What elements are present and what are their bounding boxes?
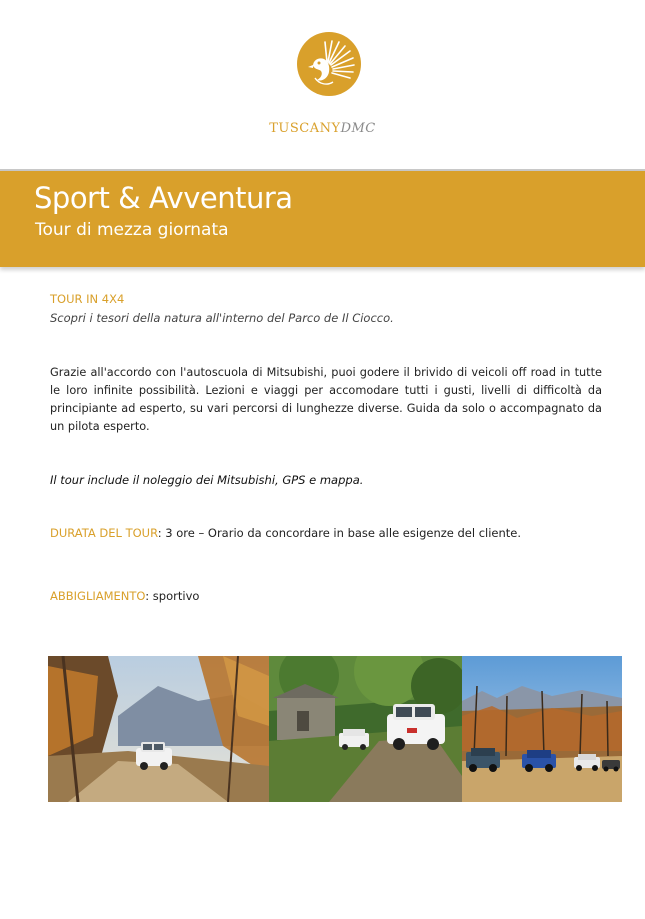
clothing-row [50,589,199,603]
photo-strip [48,656,622,802]
clothing-label: ABBIGLIAMENTO [50,589,146,603]
photo-mountain-convoy [462,656,622,802]
header [0,0,645,170]
tour-includes: Il tour include il noleggio dei Mitsubishi, GPS e mappa. [50,473,364,487]
duration-label: DURATA DEL TOUR [50,526,158,540]
duration-row [50,526,521,540]
tour-tagline: Scopri i tesori della natura all'interno del Parco de Il Ciocco. [50,311,394,325]
page-subtitle: Tour di mezza giornata [35,220,229,240]
brand-name-primary: TUSCANY [269,121,341,136]
bird-emblem-icon [297,32,361,96]
tuscany-dmc-logo [297,32,361,96]
photo-forest-track [269,656,462,802]
brand-name-secondary: DMC [340,121,376,136]
brand-wordmark [0,121,645,136]
tour-description: Grazie all'accordo con l'autoscuola di Mitsubishi, puoi godere il brivido di veicoli off road in tutte le loro infinite possibilità. Lezioni e viaggi per accomodare tutti i gusti, livelli di difficoltà da principiante ad esperto, su vari percorsi di lunghezze diverse. Guida da solo o accompagnato da un pilota esperto. [50,366,602,433]
title-banner [0,171,645,267]
clothing-value: : sportivo [145,589,200,603]
tour-label: TOUR IN 4X4 [50,292,125,306]
duration-value: : 3 ore – Orario da concordare in base alle esigenze del cliente. [157,526,522,540]
page-title: Sport & Avventura [34,181,293,215]
photo-autumn-trail [48,656,269,802]
